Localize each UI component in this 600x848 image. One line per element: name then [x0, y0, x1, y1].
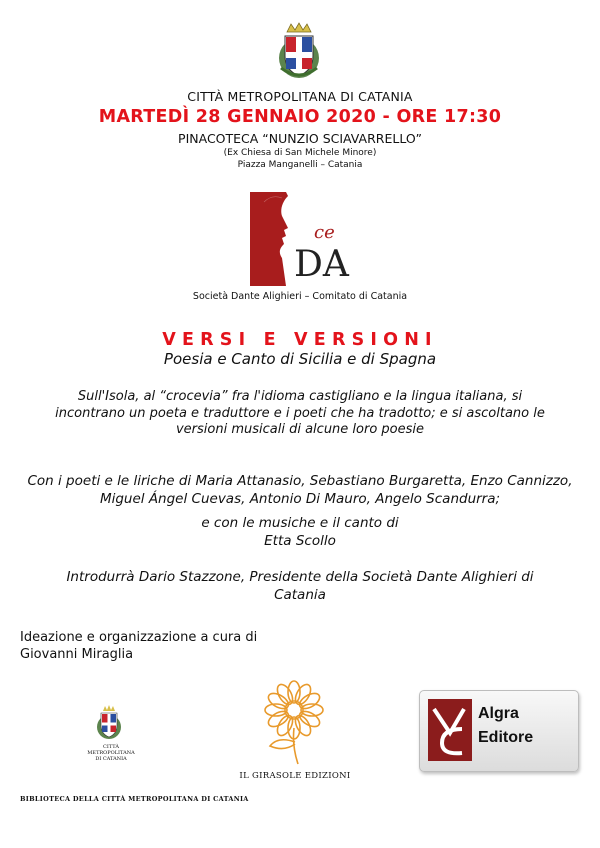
small-crest-label: [82, 744, 140, 762]
algra-subname: Editore: [478, 729, 534, 746]
metropolitan-city-crest-icon: [275, 22, 323, 82]
dante-logo-flourish: ce: [314, 222, 335, 243]
organization-name: CITTÀ METROPOLITANA DI CATANIA: [187, 89, 413, 104]
poets-list: Con i poeti e le liriche di Maria Attanasio, Sebastiano Burgaretta, Enzo Cannizzo, Miguel Ángel Cuevas, Antonio Di Mauro, Angelo Scandurra;: [27, 473, 573, 507]
dante-profile-icon: [250, 192, 288, 286]
organizer-name: Giovanni Miraglia: [20, 647, 134, 662]
venue-detail: (Ex Chiesa di San Michele Minore): [223, 148, 377, 158]
dante-logo-letters: DA: [294, 244, 349, 285]
sunflower-icon: [248, 680, 340, 766]
organizer-label: Ideazione e organizzazione a cura di: [20, 630, 258, 645]
society-caption: Società Dante Alighieri – Comitato di Catania: [192, 291, 408, 302]
small-crest-icon: [96, 705, 122, 741]
algra-editore-logo: [419, 690, 579, 772]
event-title: VERSI E VERSIONI: [162, 330, 438, 350]
library-name: BIBLIOTECA DELLA CITTÀ METROPOLITANA DI CATANIA: [20, 795, 249, 803]
algra-mark-icon: [428, 699, 472, 761]
music-intro: e con le musiche e il canto di: [201, 515, 399, 531]
dante-alighieri-logo: [242, 188, 360, 286]
event-description: Sull'Isola, al “crocevia” fra l'idioma castigliano e la lingua italiana, si incontrano un poeta e traduttore e i poeti che ha tradotto; e si ascoltano le versioni musicali di alcune loro poesie: [55, 389, 545, 437]
venue-address: Piazza Manganelli – Catania: [237, 160, 363, 170]
presenter-line: Introdurrà Dario Stazzone, Presidente della Società Dante Alighieri di Catania: [66, 569, 534, 603]
venue-name: PINACOTECA “NUNZIO SCIAVARRELLO”: [178, 131, 422, 146]
small-crest-label-line2: DI CATANIA: [95, 756, 127, 762]
singer-name: Etta Scollo: [264, 533, 336, 549]
algra-name: Algra: [478, 705, 519, 722]
girasole-publisher-name: IL GIRASOLE EDIZIONI: [239, 771, 351, 781]
event-subtitle: Poesia e Canto di Sicilia e di Spagna: [163, 350, 437, 368]
event-date: MARTEDÌ 28 GENNAIO 2020 - ORE 17:30: [98, 107, 502, 127]
small-crest-label-line1: CITTÀ METROPOLITANA: [87, 744, 135, 756]
